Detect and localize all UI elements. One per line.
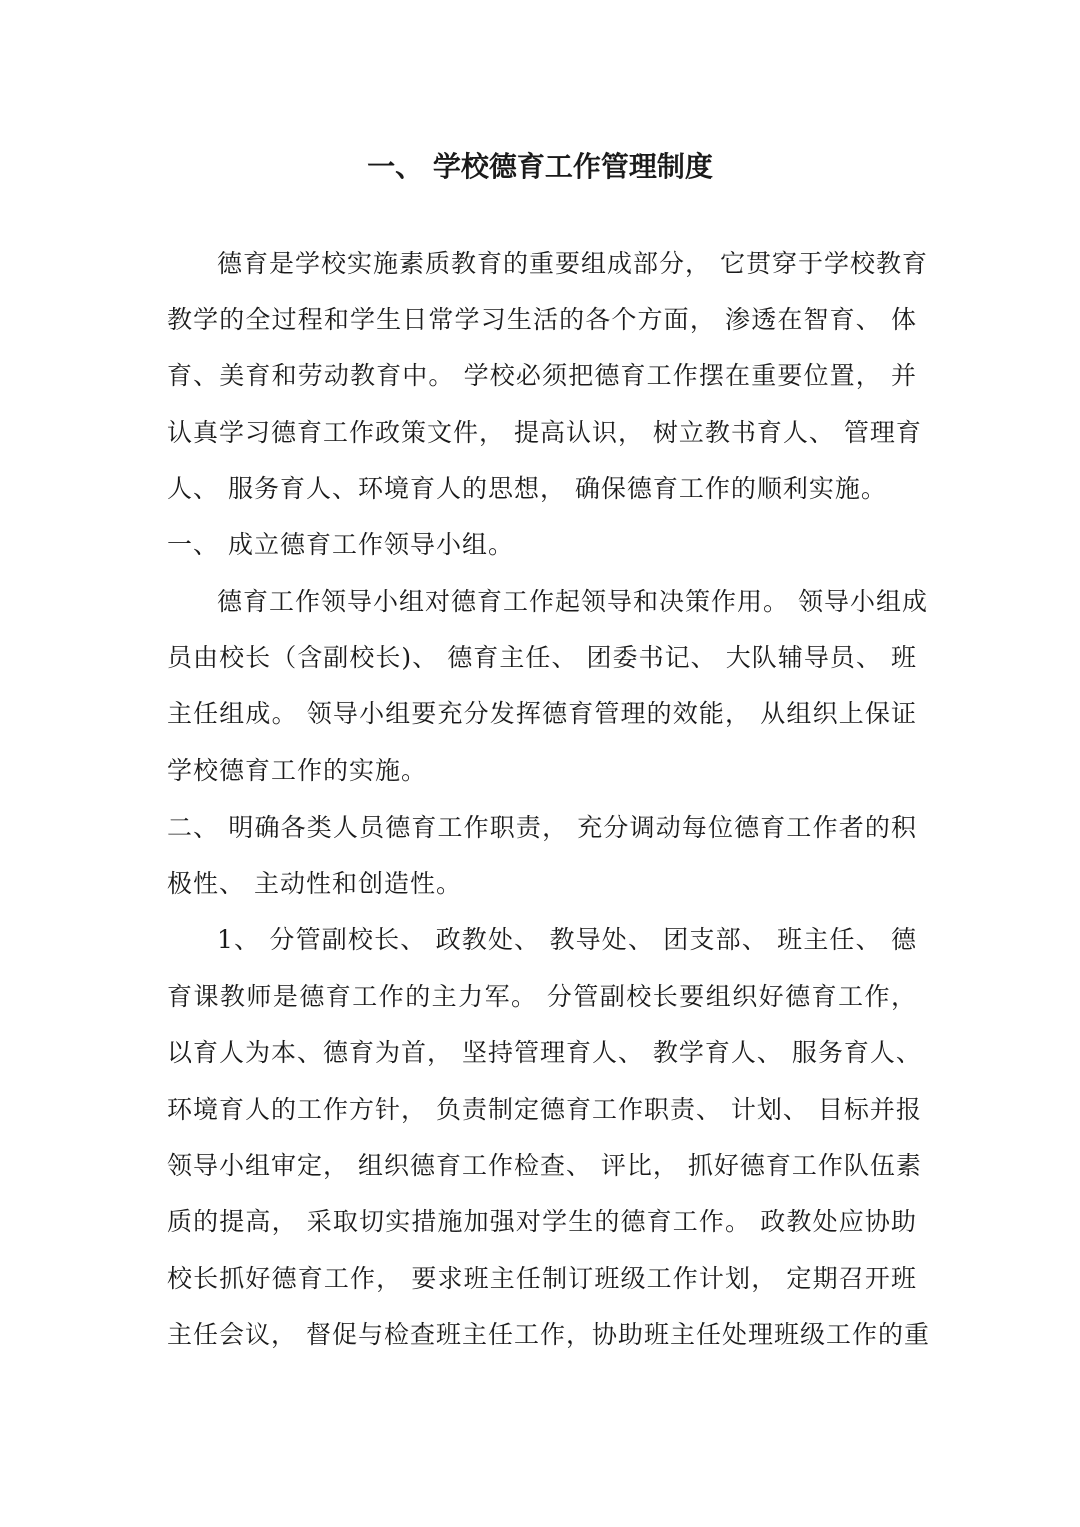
paragraph-line: 人、 服务育人、环境育人的思想， 确保德育工作的顺利实施。 [167, 474, 887, 503]
paragraph-line: 育课教师是德育工作的主力军。 分管副校长要组织好德育工作， [167, 982, 917, 1011]
section-heading: 一、 成立德育工作领导小组。 [167, 530, 514, 559]
paragraph-line: 环境育人的工作方针， 负责制定德育工作职责、 计划、 目标并报 [167, 1095, 922, 1124]
paragraph-line: 德育是学校实施素质教育的重要组成部分， 它贯穿于学校教育 [217, 249, 928, 278]
document-title: 一、 学校德育工作管理制度 [367, 150, 713, 183]
paragraph-line: 主任会议， 督促与检查班主任工作，协助班主任处理班级工作的重 [167, 1320, 930, 1349]
paragraph-line: 学校德育工作的实施。 [167, 756, 428, 785]
paragraph-line: 校长抓好德育工作， 要求班主任制订班级工作计划， 定期召开班 [167, 1264, 917, 1293]
paragraph-line: 教学的全过程和学生日常学习生活的各个方面， 渗透在智育、 体 [167, 305, 917, 334]
paragraph-line: 质的提高， 采取切实措施加强对学生的德育工作。 政教处应协助 [167, 1207, 917, 1236]
section-heading: 极性、 主动性和创造性。 [167, 869, 462, 898]
paragraph-line: 1、 分管副校长、 政教处、 教导处、 团支部、 班主任、 德 [217, 925, 917, 954]
paragraph-line: 育、美育和劳动教育中。 学校必须把德育工作摆在重要位置， 并 [167, 361, 917, 390]
section-heading: 二、 明确各类人员德育工作职责， 充分调动每位德育工作者的积 [167, 813, 917, 842]
paragraph-line: 员由校长（含副校长)、 德育主任、 团委书记、 大队辅导员、 班 [167, 643, 917, 672]
paragraph-line: 以育人为本、德育为首， 坚持管理育人、 教学育人、 服务育人、 [167, 1038, 922, 1067]
paragraph-line: 领导小组审定， 组织德育工作检查、 评比， 抓好德育工作队伍素 [167, 1151, 922, 1180]
paragraph-line: 主任组成。 领导小组要充分发挥德育管理的效能， 从组织上保证 [167, 699, 917, 728]
paragraph-line: 德育工作领导小组对德育工作起领导和决策作用。 领导小组成 [217, 587, 928, 616]
paragraph-line: 认真学习德育工作政策文件， 提高认识， 树立教书育人、 管理育 [167, 418, 922, 447]
